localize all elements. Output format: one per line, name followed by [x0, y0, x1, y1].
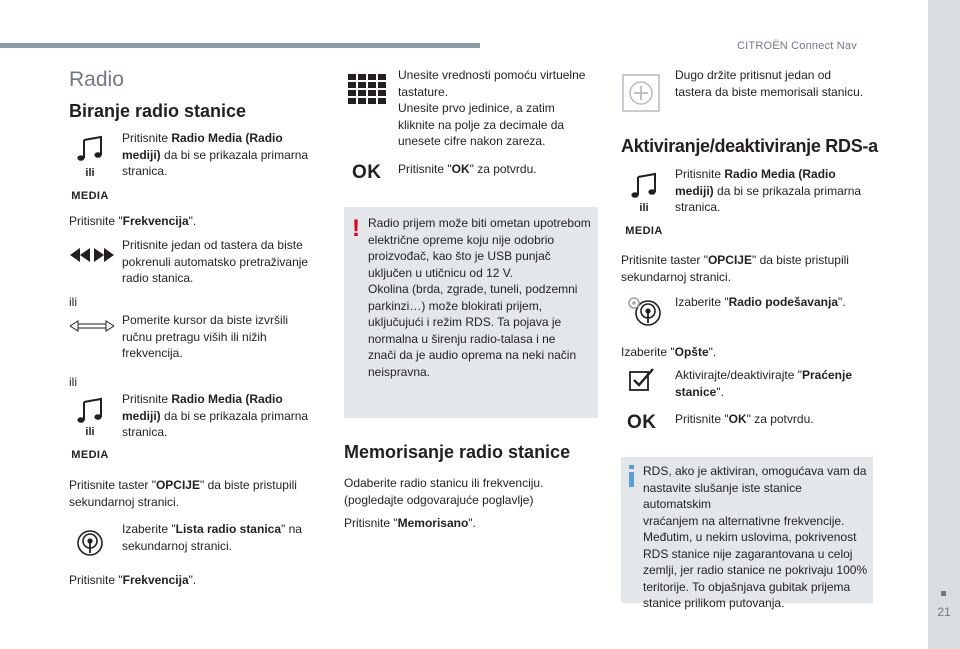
warning-icon: !: [352, 215, 360, 242]
radio-settings-text: Izaberite "Radio podešavanja".: [675, 295, 846, 309]
music-note-icon: [75, 397, 105, 425]
ok-icon: OK: [352, 162, 382, 183]
cursor-text: Pomerite kursor da biste izvršili ručnu pretragu viših ili nižih frekvencija.: [122, 313, 289, 360]
confirm-text: Pritisnite "OK" za potvrdu.: [398, 162, 537, 176]
header-brand: CITROËN Connect Nav: [737, 40, 857, 52]
info-box: [621, 457, 873, 610]
seek-text: Pritisnite jedan od tastera da biste pokrenuli automatsko pretraživanje radio stanica.: [122, 238, 309, 285]
music-note-icon: [629, 172, 659, 200]
general-text: Izaberite "Opšte".: [621, 345, 717, 359]
step-media-text: Pritisnite Radio Media (Radio mediji) da bi se prikazala primarna stranica.: [122, 392, 309, 439]
step-media-text: Pritisnite Radio Media (Radio mediji) da bi se prikazala primarna stranica.: [122, 131, 309, 178]
page-marker: [941, 591, 946, 596]
heading-memorize-station: Memorisanje radio stanice: [344, 442, 571, 462]
options-text: Pritisnite taster "OPCIJE" da biste pristupili sekundarnoj stranici.: [621, 253, 849, 284]
media-button-icon: ili MEDIA: [62, 135, 118, 203]
seek-buttons-icon: [70, 247, 114, 263]
info-text: RDS, ako je aktiviran, omogućava vam da nastavite slušanje iste stanice automatskim vraćanjem na alternativne frekvencije. Međutim, u nekim uslovima, pokrivenost RDS stanice nije zagarantovana u celoj zemlji, jer radio stanice ne pokrivaju 100% teritorije. To objašnjava gubitak prijema stanice prilikom putovanja.: [643, 464, 868, 610]
heading-select-station: Biranje radio stanice: [69, 101, 247, 121]
media-button-icon: ili MEDIA: [616, 172, 672, 238]
frequency-cursor-icon: [70, 320, 114, 332]
ok-icon: OK: [627, 412, 657, 433]
warning-box: [344, 207, 598, 418]
step-media-text: Pritisnite Radio Media (Radio mediji) da bi se prikazala primarna stranica.: [675, 167, 862, 214]
or-label: ili: [69, 375, 77, 389]
station-follow-text: Aktivirajte/deaktivirajte "Praćenje stanice".: [675, 368, 853, 399]
radio-station-icon: [76, 529, 104, 557]
media-button-icon: ili MEDIA: [62, 397, 118, 462]
keyboard-icon: [348, 74, 386, 104]
confirm-text: Pritisnite "OK" za potvrdu.: [675, 412, 814, 426]
hold-preset-text: Dugo držite pritisnut jedan od tastera da biste memorisali stanicu.: [675, 68, 864, 99]
section-title: Radio: [69, 68, 124, 91]
page-number: 21: [937, 605, 951, 619]
keyboard-text: Unesite vrednosti pomoću virtuelne tastature. Unesite prvo jedinice, a zatim kliknite na polje za decimale da unesete cifre nakon zareza.: [398, 68, 586, 148]
or-label: ili: [69, 295, 77, 309]
memorize-text: Odaberite radio stanicu ili frekvenciju. (pogledajte odgovarajuće poglavlje): [344, 476, 544, 507]
press-memorized-text: Pritisnite "Memorisano".: [344, 516, 476, 530]
checkbox-icon: [628, 366, 656, 392]
options-text: Pritisnite taster "OPCIJE" da biste pristupili sekundarnoj stranici.: [69, 478, 297, 509]
music-note-icon: [75, 135, 105, 163]
warning-text: Radio prijem može biti ometan upotrebom električne opreme koju nije odobrio proizvođač, kao što je USB punjač uključen u utičnicu od 12 V. Okolina (brda, zgrade, tuneli, podzemni parkinzi…) može blokirati prijem, uključujući i režim RDS. Ta pojava je normalna u širenju radio-talasa i ne znači da je audio oprema na neki način neispravna.: [368, 216, 591, 379]
header-rule: [0, 43, 480, 48]
press-frequency-text: Pritisnite "Frekvencija".: [69, 214, 197, 228]
heading-rds: Aktiviranje/deaktiviranje RDS-a: [621, 136, 878, 156]
info-icon: [629, 465, 634, 487]
press-frequency-text: Pritisnite "Frekvencija".: [69, 573, 197, 587]
station-list-text: Izaberite "Lista radio stanica" na sekundarnoj stranici.: [122, 522, 302, 553]
page-sidebar: [928, 0, 960, 649]
radio-settings-icon: [626, 295, 662, 327]
preset-plus-icon: [622, 74, 660, 112]
